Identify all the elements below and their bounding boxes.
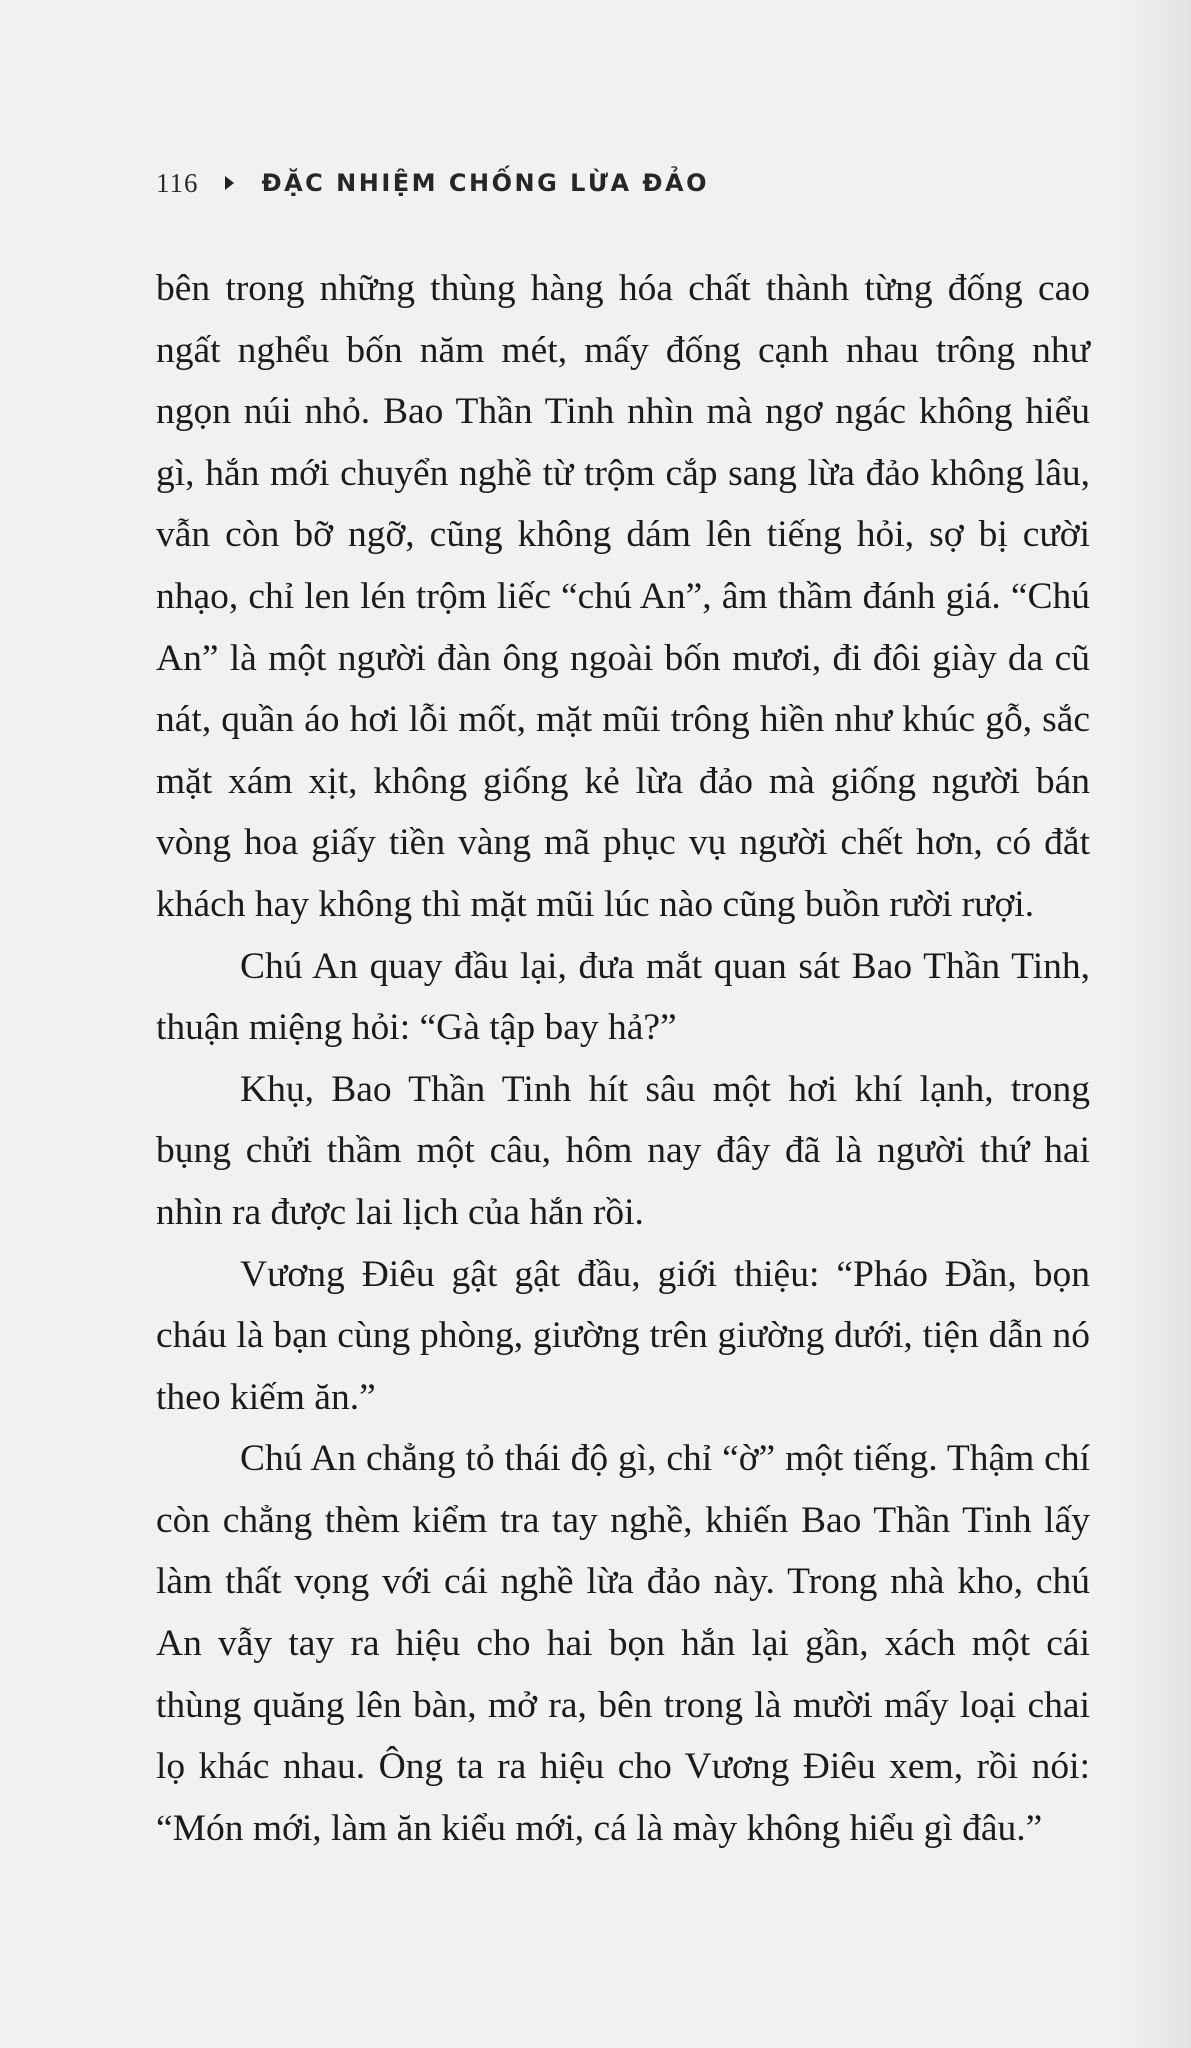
- running-title: ĐẶC NHIỆM CHỐNG LỪA ĐẢO: [261, 169, 709, 197]
- triangle-right-icon: [225, 176, 234, 190]
- paragraph: Chú An chẳng tỏ thái độ gì, chỉ “ờ” một tiếng. Thậm chí còn chẳng thèm kiểm tra tay nghề, khiến Bao Thần Tinh lấy làm thất vọng với cái nghề lừa đảo này. Trong nhà kho, chú An vẫy tay ra hiệu cho hai bọn hắn lại gần, xách một cái thùng quăng lên bàn, mở ra, bên trong là mười mấy loại chai lọ khác nhau. Ông ta ra hiệu cho Vương Điêu xem, rồi nói: “Món mới, làm ăn kiểu mới, cá là mày không hiểu gì đâu.”: [156, 1438, 1090, 1849]
- body-text: [156, 258, 1090, 1859]
- page-number: 116: [156, 167, 199, 198]
- page-edge-shadow: [1121, 0, 1191, 2048]
- paragraph: Khụ, Bao Thần Tinh hít sâu một hơi khí lạnh, trong bụng chửi thầm một câu, hôm nay đây đã là người thứ hai nhìn ra được lai lịch của hắn rồi.: [156, 1068, 1090, 1233]
- page-header: [156, 163, 709, 203]
- paragraph: Vương Điêu gật gật đầu, giới thiệu: “Pháo Đần, bọn cháu là bạn cùng phòng, giường trên giường dưới, tiện dẫn nó theo kiếm ăn.”: [156, 1253, 1090, 1418]
- paragraph: Chú An quay đầu lại, đưa mắt quan sát Bao Thần Tinh, thuận miệng hỏi: “Gà tập bay hả?”: [156, 945, 1090, 1049]
- paragraph: bên trong những thùng hàng hóa chất thành từng đống cao ngất nghểu bốn năm mét, mấy đống cạnh nhau trông như ngọn núi nhỏ. Bao Thần Tinh nhìn mà ngơ ngác không hiểu gì, hắn mới chuyển nghề từ trộm cắp sang lừa đảo không lâu, vẫn còn bỡ ngỡ, cũng không dám lên tiếng hỏi, sợ bị cười nhạo, chỉ len lén trộm liếc “chú An”, âm thầm đánh giá. “Chú An” là một người đàn ông ngoài bốn mươi, đi đôi giày da cũ nát, quần áo hơi lỗi mốt, mặt mũi trông hiền như khúc gỗ, sắc mặt xám xịt, không giống kẻ lừa đảo mà giống người bán vòng hoa giấy tiền vàng mã phục vụ người chết hơn, có đắt khách hay không thì mặt mũi lúc nào cũng buồn rười rượi.: [156, 268, 1090, 925]
